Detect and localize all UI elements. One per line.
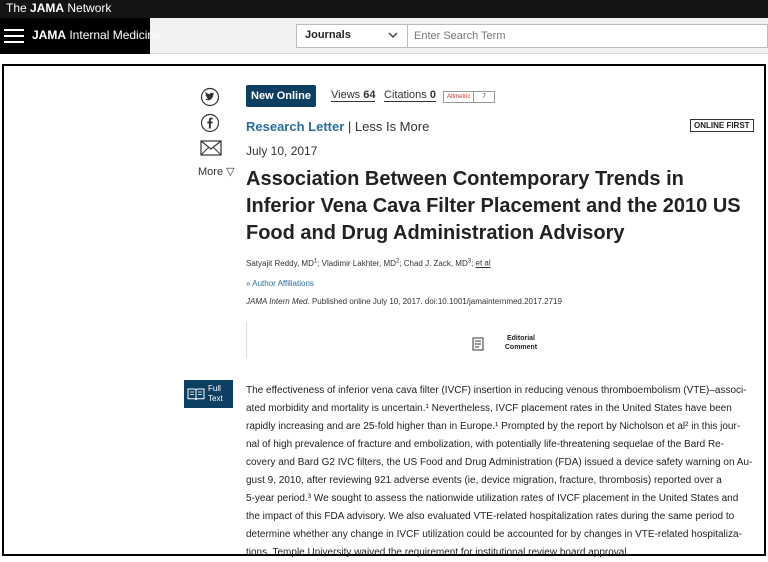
more-share-button[interactable]: More ▽ bbox=[198, 166, 235, 178]
network-suffix: Network bbox=[64, 1, 112, 15]
full-text-button[interactable] bbox=[184, 380, 233, 408]
twitter-icon[interactable] bbox=[200, 87, 220, 107]
editorial-label: Editorial Comment bbox=[504, 335, 538, 351]
author-separator: ; bbox=[317, 258, 322, 268]
network-name: JAMA bbox=[30, 1, 65, 15]
body-line: covery and Bard G2 IVC filters, the US Food and Drug Administration (FDA) issued a device safety warning on Au- bbox=[246, 457, 753, 468]
journal-name-bold: JAMA bbox=[32, 28, 67, 42]
book-icon bbox=[187, 387, 205, 401]
author-separator: ; bbox=[399, 258, 404, 268]
network-logo[interactable] bbox=[6, 1, 111, 15]
citations-label: Citations bbox=[384, 89, 430, 101]
views-link[interactable] bbox=[331, 89, 375, 102]
author-name[interactable]: Satyajit Reddy, MD bbox=[246, 258, 314, 268]
article-body bbox=[246, 382, 753, 562]
author-affiliation-number: 3 bbox=[467, 258, 472, 264]
journal-brand bbox=[0, 18, 161, 54]
citation-journal: JAMA Intern Med. bbox=[246, 297, 310, 306]
body-line: gust 9, 2010, after reviewing 921 adverse events (ie, device migration, fracture, thrombosis) reported over a bbox=[246, 475, 722, 486]
body-line: determine whether any change in IVCF utilization could be accounted for by changes in VTE-related hospitaliza- bbox=[246, 529, 742, 540]
citations-link[interactable] bbox=[384, 89, 436, 102]
author-separator: ; bbox=[471, 258, 476, 268]
author-name[interactable]: Chad J. Zack, MD bbox=[403, 258, 468, 268]
affiliations-label: Author Affiliations bbox=[252, 279, 314, 288]
type-separator: | bbox=[344, 119, 355, 134]
author-name[interactable]: Vladimir Lakhter, MD bbox=[321, 258, 396, 268]
citations-count: 0 bbox=[429, 89, 436, 101]
facebook-icon[interactable] bbox=[200, 113, 220, 133]
article-type bbox=[246, 119, 429, 134]
dropdown-value: Journals bbox=[305, 29, 351, 41]
article-citation bbox=[246, 297, 562, 306]
network-prefix: The bbox=[6, 1, 31, 15]
divider bbox=[246, 322, 247, 358]
article-section: Less Is More bbox=[354, 119, 430, 134]
publication-date: July 10, 2017 bbox=[246, 144, 318, 158]
views-label: Views bbox=[331, 89, 364, 101]
email-icon[interactable] bbox=[200, 140, 222, 156]
authors-et-al-link[interactable]: et al bbox=[475, 258, 491, 268]
body-line: nal of high prevalence of fracture and embolization, with potentially life-threatening sequelae of the Bard Re- bbox=[246, 439, 725, 450]
body-line: The effectiveness of inferior vena cava filter (IVCF) insertion in reducing venous thromboembolism (VTE)–associ- bbox=[246, 385, 747, 396]
altmetric-badge[interactable] bbox=[443, 91, 495, 103]
full-text-label: Full Text bbox=[208, 384, 223, 403]
author-affiliation-number: 1 bbox=[313, 258, 318, 264]
citation-text: Published online July 10, 2017. doi:10.1001/jamainternmed.2017.2719 bbox=[309, 297, 562, 306]
online-first-badge: ONLINE FIRST bbox=[690, 119, 754, 132]
article-type-link[interactable]: Research Letter bbox=[246, 119, 345, 134]
altmetric-label: Altmetric bbox=[444, 92, 474, 102]
journal-name-rest: Internal Medicine bbox=[66, 28, 161, 42]
body-line: 5-year period.³ We sought to assess the nationwide utilization rates of IVCF placement in the United States and bbox=[246, 493, 739, 504]
network-bar bbox=[0, 0, 768, 18]
chevron-right-icon: » bbox=[246, 279, 251, 288]
body-line: ated morbidity and mortality is uncertain.¹ Nevertheless, IVCF placement rates in the United States have been bbox=[246, 403, 732, 414]
article-title: Association Between Contemporary Trends in Inferior Vena Cava Filter Placement and the 2010 US Food and Drug Administration Advisory bbox=[246, 168, 741, 244]
document-icon bbox=[472, 337, 484, 351]
body-line: rapidly increasing and are 25-fold higher than in Europe.¹ Prompted by the report by Nicholson et al² in this jour- bbox=[246, 421, 741, 432]
journal-name[interactable] bbox=[32, 28, 161, 42]
author-affiliation-number: 2 bbox=[395, 258, 400, 264]
menu-icon[interactable] bbox=[4, 28, 24, 44]
search-input[interactable] bbox=[408, 24, 768, 48]
author-list bbox=[246, 258, 491, 268]
new-online-badge: New Online bbox=[246, 85, 316, 107]
journals-dropdown[interactable] bbox=[296, 24, 408, 48]
author-affiliations-toggle[interactable] bbox=[246, 279, 314, 288]
views-count: 64 bbox=[363, 89, 376, 101]
altmetric-score: 7 bbox=[482, 94, 486, 100]
body-line: the impact of this FDA advisory. We also evaluated VTE-related hospitalization rates during the same period to bbox=[246, 511, 735, 522]
journal-header bbox=[0, 18, 768, 54]
body-line: tions. Temple University waived the requirement for institutional review board approval. bbox=[246, 547, 630, 558]
chevron-down-icon bbox=[387, 29, 399, 41]
